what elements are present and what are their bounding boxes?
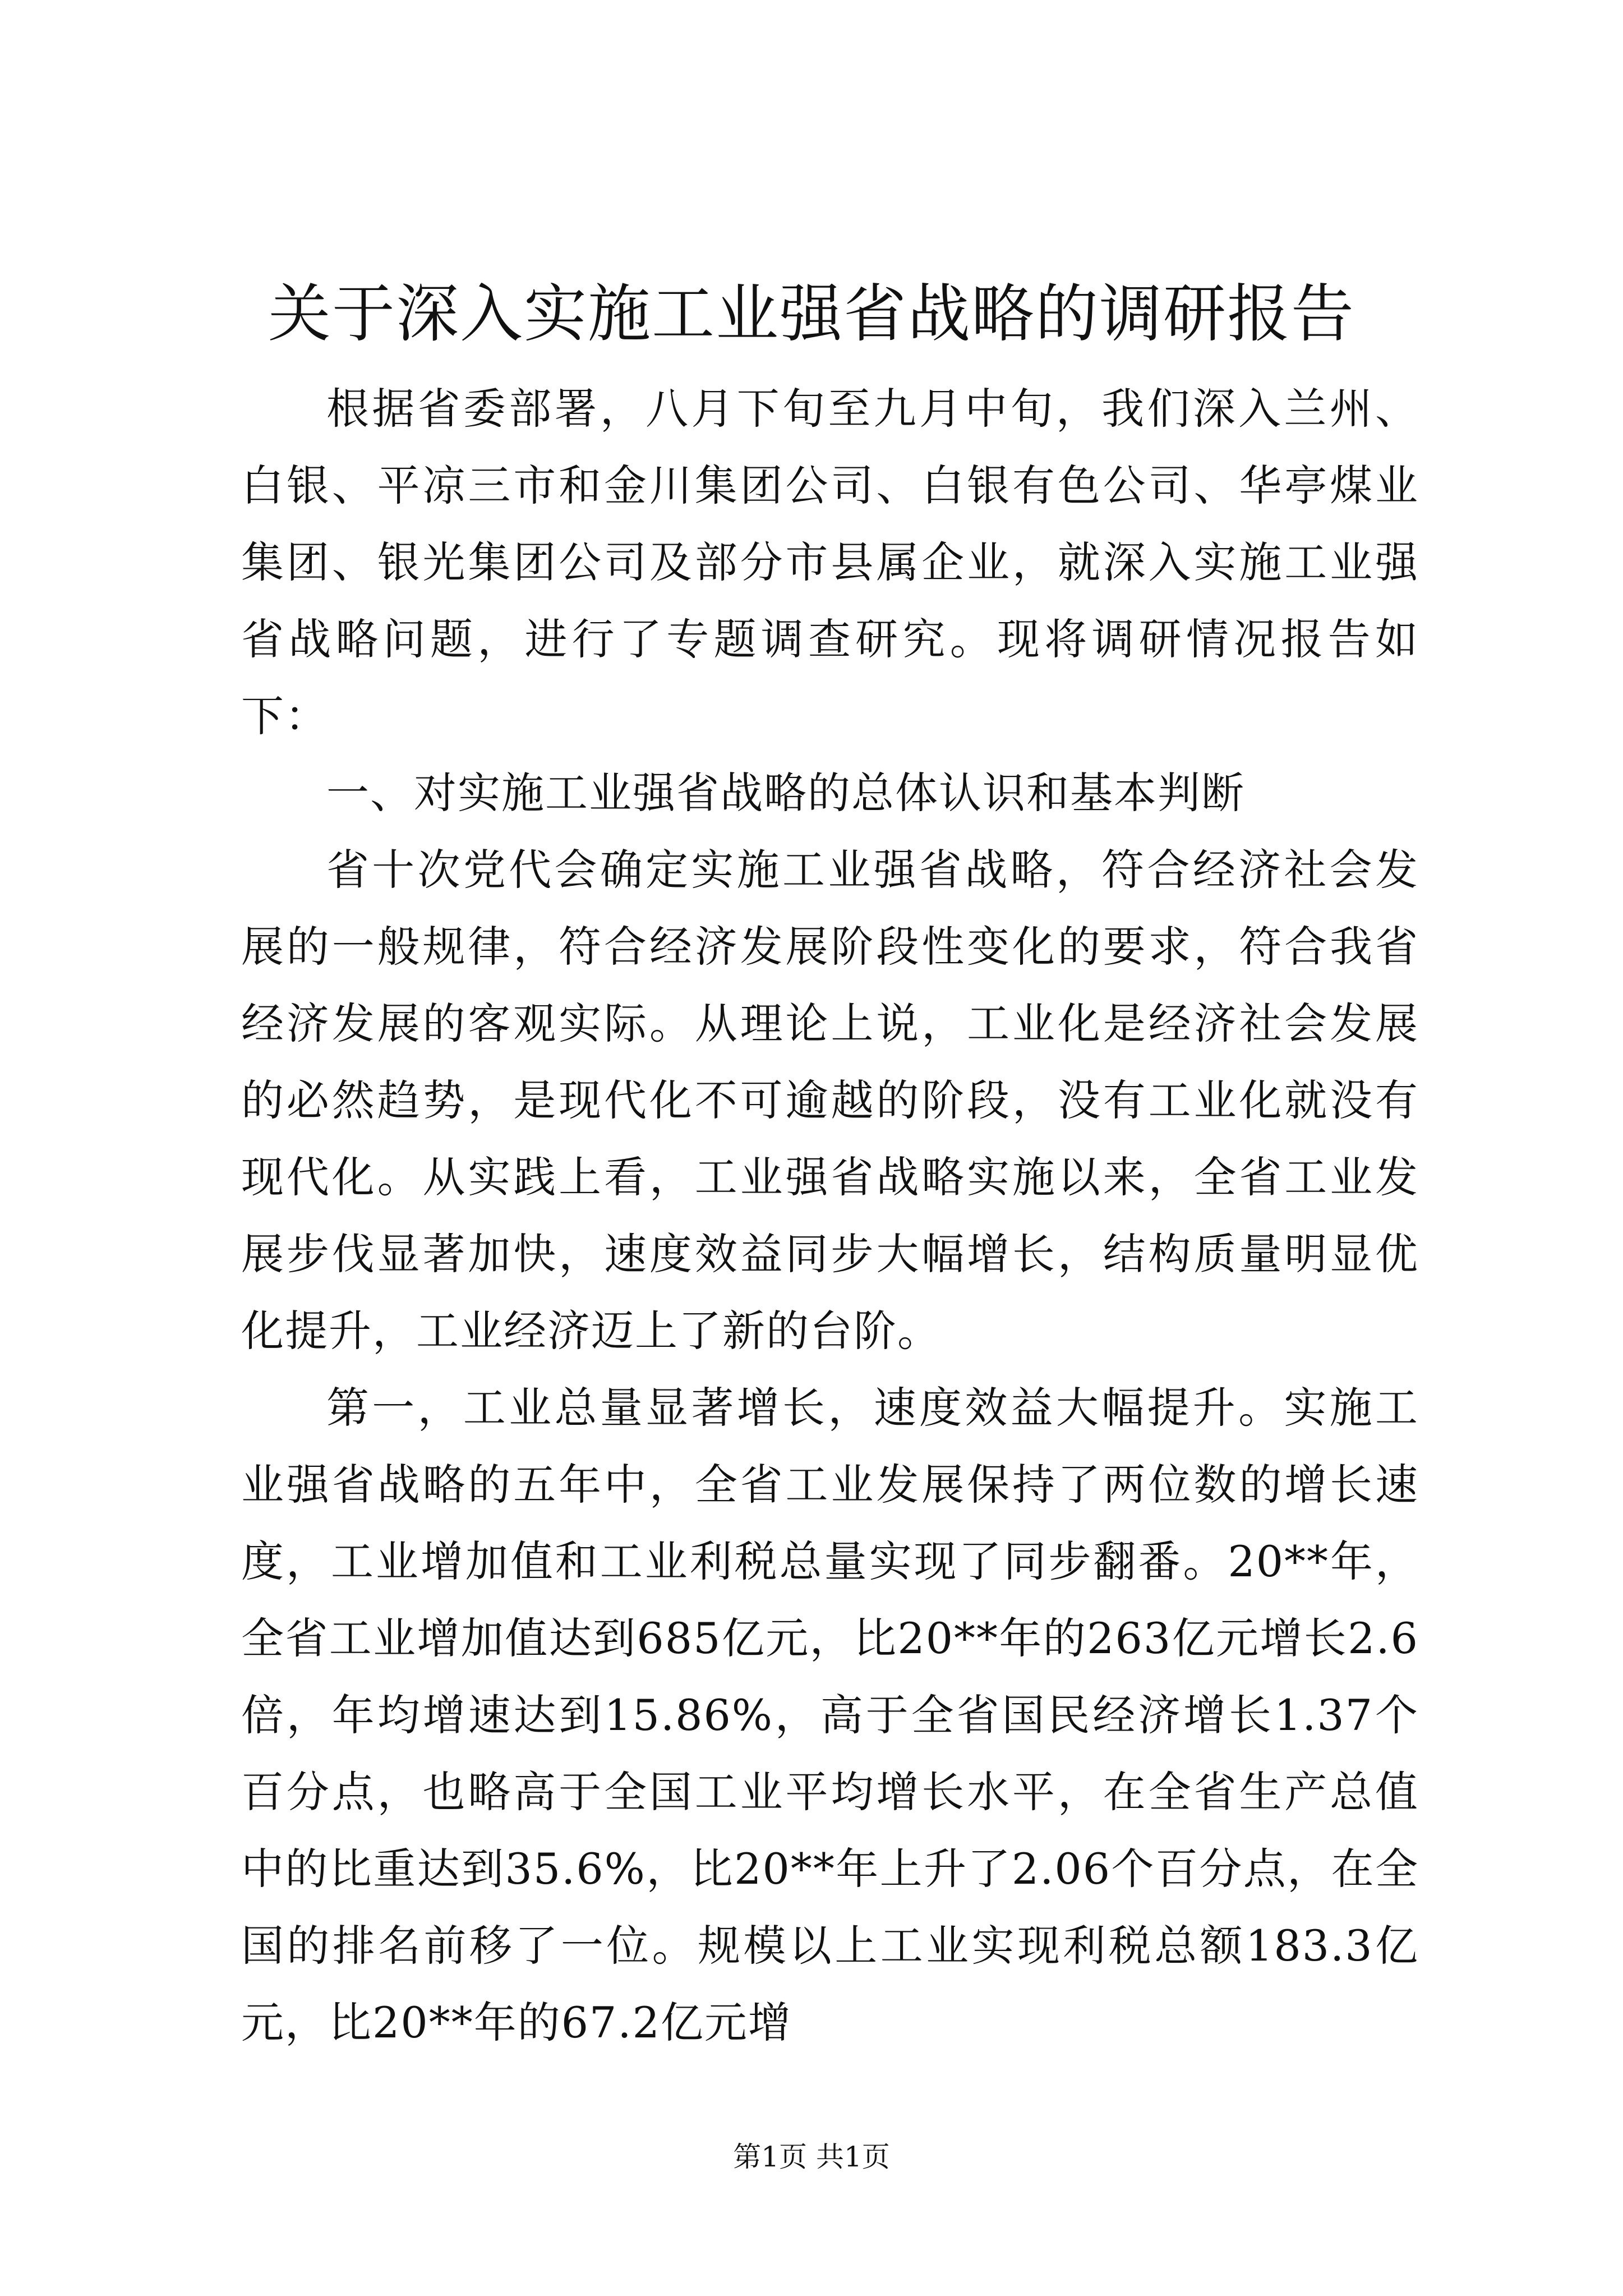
paragraph-overview: 省十次党代会确定实施工业强省战略，符合经济社会发展的一般规律，符合经济发展阶段性变化的要求，符合我省经济发展的客观实际。从理论上说，工业化是经济社会发展的必然趋势，是现代化不可逾越的阶段，没有工业化就没有现代化。从实践上看，工业强省战略实施以来，全省工业发展步伐显著加快，速度效益同步大幅增长，结构质量明显优化提升，工业经济迈上了新的台阶。 — [241, 845, 1419, 1356]
document-title: 关于深入实施工业强省战略的调研报告 — [268, 278, 1355, 351]
paragraph-first-point: 第一，工业总量显著增长，速度效益大幅提升。实施工业强省战略的五年中，全省工业发展保持了两位数的增长速度，工业增加值和工业利税总量实现了同步翻番。20**年，全省工业增加值达到685亿元，比20**年的263亿元增长2.6倍，年均增速达到15.86%，高于全省国民经济增长1.37个百分点，也略高于全国工业平均增长水平，在全省生产总值中的比重达到35.6%，比20**年上升了2.06个百分点，在全国的排名前移了一位。规模以上工业实现利税总额183.3亿元，比20**年的67.2亿元增 — [241, 1383, 1419, 2047]
page-footer: 第1页 共1页 — [733, 2141, 890, 2173]
paragraph-intro: 根据省委部署，八月下旬至九月中旬，我们深入兰州、白银、平凉三市和金川集团公司、白银有色公司、华亭煤业集团、银光集团公司及部分市县属企业，就深入实施工业强省战略问题，进行了专题调查研究。现将调研情况报告如下： — [241, 384, 1419, 741]
section-heading-1: 一、对实施工业强省战略的总体认识和基本判断 — [326, 768, 1245, 818]
document-body — [241, 370, 1419, 2061]
